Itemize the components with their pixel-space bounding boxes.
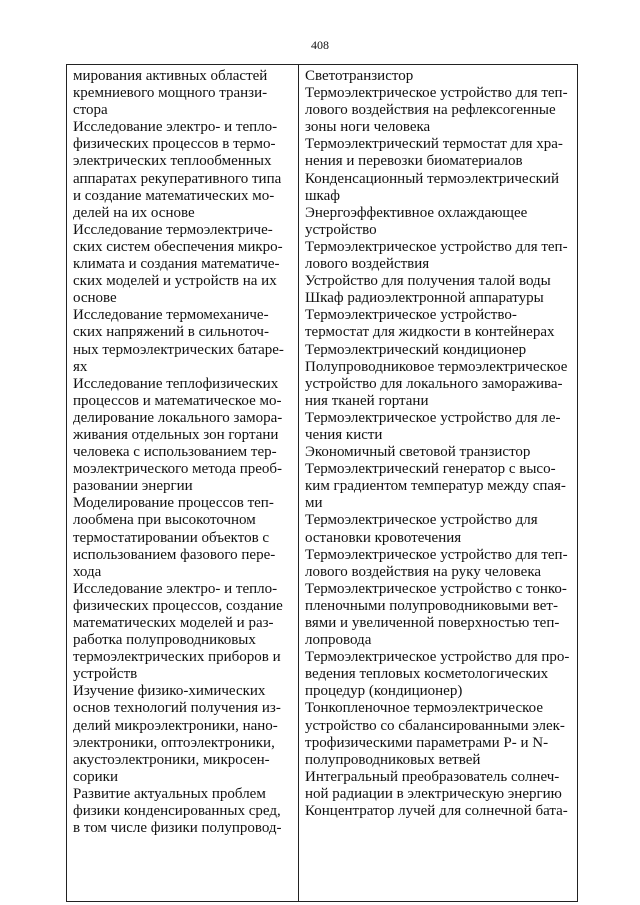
right-column-line: Шкаф радиоэлектронной аппаратуры bbox=[305, 290, 544, 307]
left-column-line: сорики bbox=[73, 768, 118, 785]
right-column-line: Светотранзистор bbox=[305, 68, 414, 84]
left-column-line: стора bbox=[73, 102, 108, 119]
left-column-line: термоэлектрических приборов и bbox=[73, 649, 281, 666]
right-column-line: трофизическими параметрами P- и N- bbox=[305, 734, 549, 751]
right-column-line: Энергоэффективное охлаждающее bbox=[305, 204, 528, 221]
right-column-line: Устройство для получения талой воды bbox=[305, 273, 551, 290]
left-column-line: физических процессов в термо- bbox=[73, 136, 276, 153]
left-column-line: акустоэлектроники, микросен- bbox=[73, 751, 270, 768]
left-column-line: термостатировании объектов с bbox=[73, 529, 270, 546]
right-column-line: Термоэлектрический термостат для хра- bbox=[305, 136, 563, 153]
left-column-line: устройств bbox=[73, 666, 138, 683]
right-column-line: Полупроводниковое термоэлектрическое bbox=[305, 358, 568, 375]
left-column-line: хода bbox=[73, 563, 102, 580]
left-column-line: Исследование термомеханиче- bbox=[73, 307, 269, 324]
left-column-line: делирование локального замора- bbox=[73, 409, 283, 426]
left-column-line: делей на их основе bbox=[73, 204, 195, 221]
left-column-line: моэлектрического метода преоб- bbox=[73, 461, 283, 478]
left-column-line: основе bbox=[73, 290, 117, 307]
left-column-line: Моделирование процессов теп- bbox=[73, 495, 274, 512]
right-column-line: Конденсационный термоэлектрический bbox=[305, 170, 559, 187]
document-table bbox=[66, 64, 578, 902]
right-column-line: ния тканей гортани bbox=[305, 392, 429, 409]
left-column-line: процессов и математическое мо- bbox=[73, 392, 282, 409]
left-column-line: ских моделей и устройств на их bbox=[73, 273, 277, 290]
right-column-line: лопровода bbox=[305, 632, 372, 649]
left-column-line: ских напряжений в сильноточ- bbox=[73, 324, 269, 341]
left-column-line: основ технологий получения из- bbox=[73, 700, 281, 717]
right-column-line: Термоэлектрическое устройство для теп- bbox=[305, 546, 568, 563]
left-column-line: физики конденсированных сред, bbox=[73, 803, 281, 820]
right-column-line: устройство со сбалансированными элек- bbox=[305, 717, 565, 734]
left-column-line: ных термоэлектрических батаре- bbox=[73, 341, 284, 358]
right-column-line: Тонкопленочное термоэлектрическое bbox=[305, 700, 543, 717]
right-column-line: Термоэлектрическое устройство для теп- bbox=[305, 238, 568, 255]
left-column-line: электрических теплообменных bbox=[73, 153, 272, 170]
right-column-line: зоны ноги человека bbox=[305, 119, 431, 136]
right-column-line: ной радиации в электрическую энергию bbox=[305, 785, 562, 802]
right-column-line: Термоэлектрическое устройство для bbox=[305, 512, 538, 529]
right-column-line: нения и перевозки биоматериалов bbox=[305, 153, 523, 170]
devices-column bbox=[299, 65, 577, 901]
right-column-line: чения кисти bbox=[305, 426, 383, 443]
right-column-line: устройство для локального заморажива- bbox=[305, 375, 563, 392]
left-column-line: лообмена при высокоточном bbox=[73, 512, 256, 529]
left-column-line: кремниевого мощного транзи- bbox=[73, 85, 268, 102]
right-column-line: ким градиентом температур между спая- bbox=[305, 478, 566, 495]
right-column-line: остановки кровотечения bbox=[305, 529, 462, 546]
right-column-line: Концентратор лучей для солнечной бата- bbox=[305, 803, 568, 820]
left-column-line: ях bbox=[73, 358, 88, 375]
right-column-line: Термоэлектрическое устройство- bbox=[305, 307, 517, 324]
left-column-line: работка полупроводниковых bbox=[73, 632, 256, 649]
right-column-line: пленочными полупроводниковыми вет- bbox=[305, 597, 558, 614]
left-column-line: Развитие актуальных проблем bbox=[73, 785, 266, 802]
left-column-line: и создание математических мо- bbox=[73, 187, 275, 204]
right-column-line: Термоэлектрическое устройство для ле- bbox=[305, 409, 561, 426]
right-column-line: ведения тепловых косметологических bbox=[305, 666, 549, 683]
left-column-line: математических моделей и раз- bbox=[73, 615, 274, 631]
right-column-line: термостат для жидкости в контейнерах bbox=[305, 324, 555, 341]
left-column-line: аппаратах рекуперативного типа bbox=[73, 170, 282, 187]
right-column-line: Термоэлектрическое устройство для про- bbox=[305, 649, 570, 666]
left-column-line: ских систем обеспечения микро- bbox=[73, 238, 283, 255]
left-column-line: физических процессов, создание bbox=[73, 597, 283, 614]
right-column-line: Экономичный световой транзистор bbox=[305, 444, 531, 461]
left-column-line: использованием фазового пере- bbox=[73, 546, 276, 563]
right-column-line: ми bbox=[305, 495, 323, 512]
right-column-line: лового воздействия на рефлексогенные bbox=[305, 102, 556, 119]
right-column-line: лового воздействия bbox=[305, 256, 430, 273]
right-column-line: Термоэлектрический кондиционер bbox=[305, 341, 527, 358]
left-column-line: делий микроэлектроники, нано- bbox=[73, 717, 278, 734]
right-column-line: Термоэлектрическое устройство с тонко- bbox=[305, 580, 567, 597]
right-column-line: устройство bbox=[305, 221, 377, 238]
left-column-line: Исследование электро- и тепло- bbox=[73, 580, 278, 597]
right-column-line: Термоэлектрический генератор с высо- bbox=[305, 461, 556, 478]
right-column-line: шкаф bbox=[305, 187, 340, 204]
left-column-line: мирования активных областей bbox=[73, 68, 268, 84]
right-column-line: Термоэлектрическое устройство для теп- bbox=[305, 85, 568, 102]
left-column-line: Изучение физико-химических bbox=[73, 683, 266, 700]
page-number: 408 bbox=[311, 38, 329, 52]
left-column-line: Исследование электро- и тепло- bbox=[73, 119, 278, 136]
right-column-line: Интегральный преобразователь солнеч- bbox=[305, 768, 560, 785]
left-column-line: человека с использованием тер- bbox=[73, 444, 277, 461]
left-column-line: разовании энергии bbox=[73, 478, 193, 495]
right-column-line: полупроводниковых ветвей bbox=[305, 751, 481, 768]
left-column-line: Исследование термоэлектриче- bbox=[73, 221, 273, 238]
right-column-line: вями и увеличенной поверхностью теп- bbox=[305, 615, 560, 631]
left-column-line: Исследование теплофизических bbox=[73, 375, 279, 392]
left-column-line: климата и создания математиче- bbox=[73, 256, 280, 273]
research-topics-column bbox=[67, 65, 299, 901]
left-column-line: электроники, оптоэлектроники, bbox=[73, 734, 275, 751]
left-column-line: живания отдельных зон гортани bbox=[73, 426, 279, 443]
right-column-line: лового воздействия на руку человека bbox=[305, 563, 542, 580]
right-column-line: процедур (кондиционер) bbox=[305, 683, 463, 700]
left-column-line: в том числе физики полупровод- bbox=[73, 820, 282, 837]
